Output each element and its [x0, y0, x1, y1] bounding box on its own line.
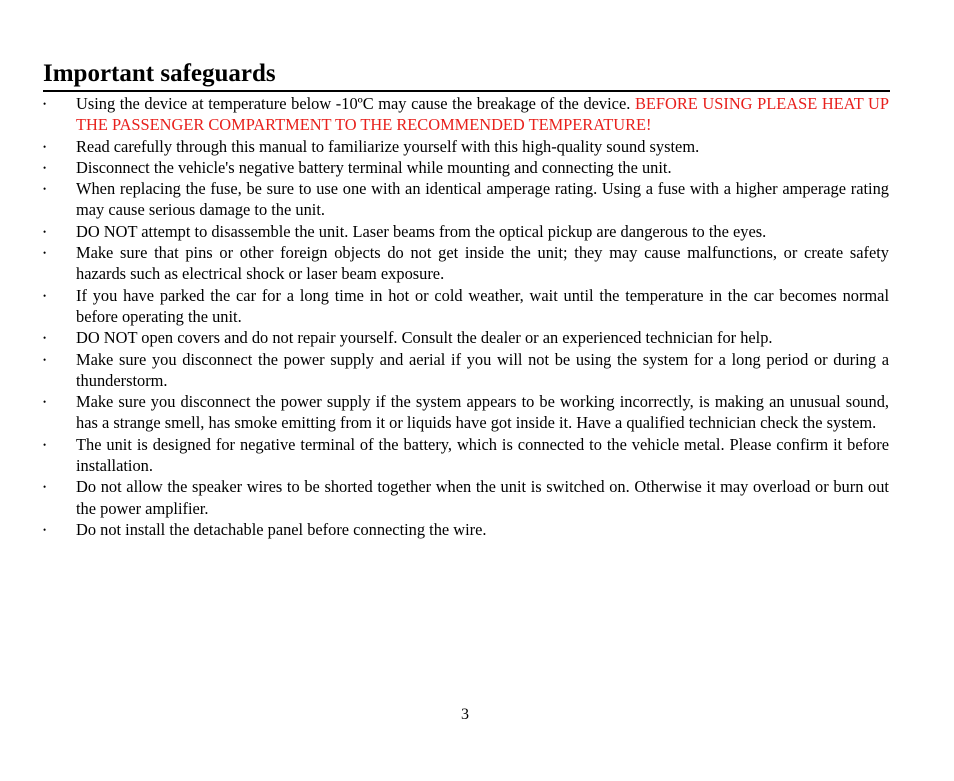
list-item-text: The unit is designed for negative terminal of the battery, which is connected to the vehicle metal. Please confirm it before installation. — [76, 434, 889, 476]
bullet-icon: • — [43, 524, 47, 535]
list-item — [43, 327, 889, 348]
list-item-text: Read carefully through this manual to familiarize yourself with this high-quality sound system. — [76, 136, 700, 156]
list-item-text: DO NOT attempt to disassemble the unit. Laser beams from the optical pickup are dangerous to the eyes. — [76, 221, 767, 241]
list-item-text: Do not allow the speaker wires to be shorted together when the unit is switched on. Otherwise it may overload or burn out the power amplifier. — [76, 477, 889, 518]
bullet-icon: • — [43, 248, 47, 259]
list-item — [43, 391, 889, 434]
bullet-icon: • — [43, 162, 47, 173]
list-item — [43, 242, 889, 285]
bullet-icon: • — [43, 397, 47, 408]
section-title: Important safeguards — [43, 58, 890, 92]
list-item — [43, 476, 889, 519]
page-number: 3 — [461, 706, 469, 723]
list-item — [43, 285, 889, 328]
bullet-icon: • — [43, 226, 47, 237]
bullet-icon: • — [43, 333, 47, 344]
list-item-text: Using the device at temperature below -10ºC may cause the breakage of the device. — [76, 94, 631, 113]
bullet-icon: • — [43, 482, 47, 493]
list-item — [43, 178, 889, 221]
list-item-text: When replacing the fuse, be sure to use one with an identical amperage rating. Using a fuse with a higher amperage rating may cause serious damage to the unit. — [76, 179, 889, 220]
list-item — [43, 349, 889, 392]
warning-text: BEFORE USING PLEASE HEAT UP THE PASSENGER COMPARTMENT TO THE RECOMMENDED TEMPERATURE! — [76, 94, 889, 135]
list-item-text: Disconnect the vehicle's negative battery terminal while mounting and connecting the unit. — [76, 157, 672, 177]
bullet-icon: • — [43, 354, 47, 365]
list-item-text: Make sure that pins or other foreign objects do not get inside the unit; they may cause malfunctions, or create safety hazards such as electrical shock or laser beam exposure. — [76, 243, 889, 284]
bullet-icon: • — [43, 439, 47, 450]
list-item — [43, 136, 889, 157]
list-item-text: Make sure you disconnect the power supply if the system appears to be working incorrectly, is making an unusual sound, has a strange smell, has smoke emitting from it or liquids have got inside it. Have a qualified technician check the system. — [76, 392, 889, 433]
list-item — [43, 519, 889, 540]
list-item — [43, 221, 889, 242]
list-item-text: DO NOT open covers and do not repair yourself. Consult the dealer or an experienced technician for help. — [76, 328, 773, 348]
bullet-icon: • — [43, 141, 47, 152]
list-item-text: If you have parked the car for a long time in hot or cold weather, wait until the temperature in the car becomes normal before operating the unit. — [76, 285, 889, 326]
bullet-icon: • — [43, 99, 47, 109]
bullet-icon: • — [43, 290, 47, 301]
bullet-icon: • — [43, 184, 47, 195]
safeguards-list — [43, 93, 889, 540]
list-item — [43, 434, 889, 477]
list-item-text: Make sure you disconnect the power supply and aerial if you will not be using the system for a long period or during a thunderstorm. — [76, 349, 889, 390]
list-item — [43, 93, 889, 136]
list-item-text: Do not install the detachable panel before connecting the wire. — [76, 519, 487, 539]
list-item — [43, 157, 889, 178]
